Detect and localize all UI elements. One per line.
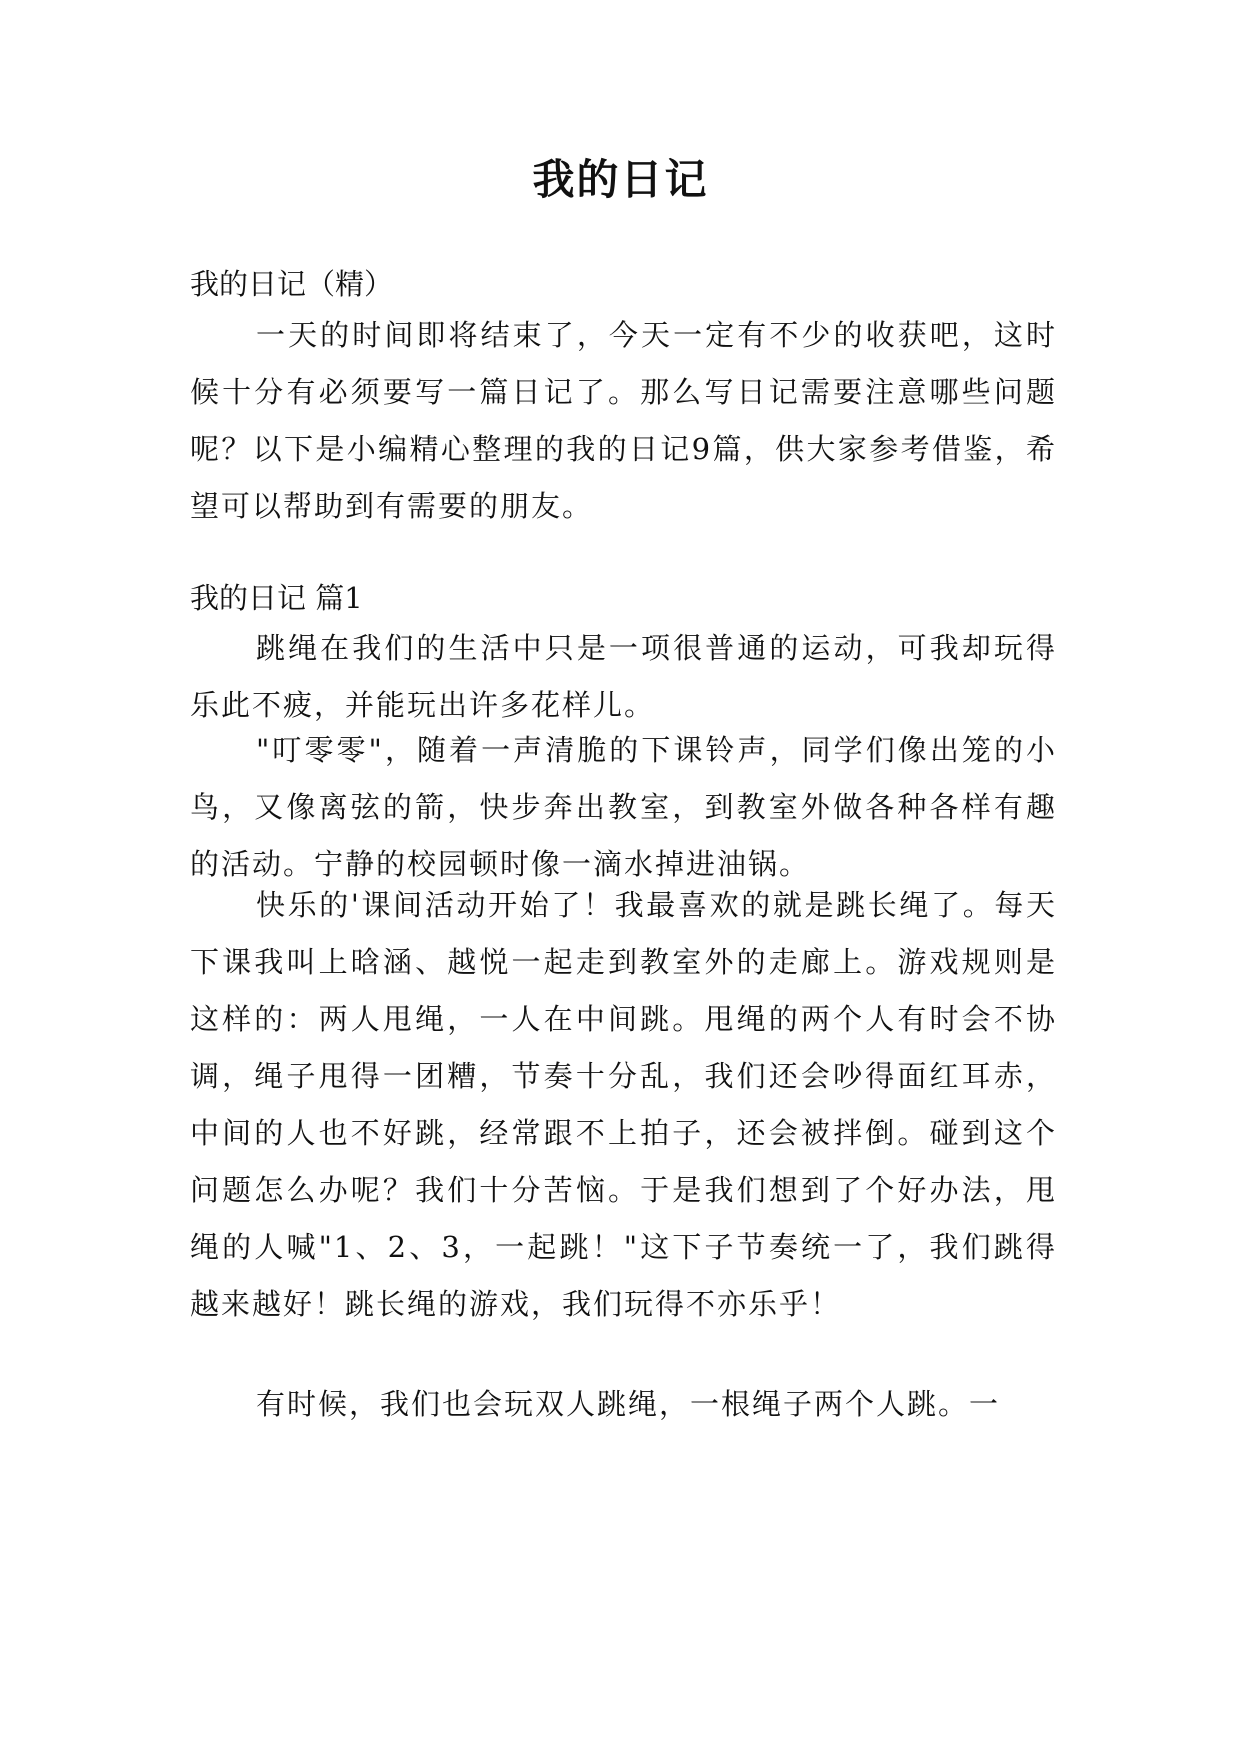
- body-paragraph: 有时候，我们也会玩双人跳绳，一根绳子两个人跳。一: [256, 1387, 1001, 1421]
- document-title: 我的日记: [532, 155, 709, 204]
- body-paragraph: 快乐的'课间活动开始了！我最喜欢的就是跳长绳了。每天下课我叫上晗涵、越悦一起走到教室外的走廊上。游戏规则是这样的：两人甩绳，一人在中间跳。甩绳的两个人有时会不协调，绳子甩得一团糟，节奏十分乱，我们还会吵得面红耳赤，中间的人也不好跳，经常跟不上拍子，还会被拌倒。碰到这个问题怎么办呢？我们十分苦恼。于是我们想到了个好办法，甩绳的人喊"1、2、3，一起跳！"这下子节奏统一了，我们跳得越来越好！跳长绳的游戏，我们玩得不亦乐乎！: [190, 888, 1057, 1321]
- section-heading: 我的日记 篇1: [190, 581, 363, 615]
- body-paragraph: "叮零零"，随着一声清脆的下课铃声，同学们像出笼的小鸟，又像离弦的箭，快步奔出教室，到教室外做各种各样有趣的活动。宁静的校园顿时像一滴水掉进油锅。: [190, 733, 1057, 881]
- intro-heading: 我的日记（精）: [190, 267, 394, 301]
- intro-paragraph: 一天的时间即将结束了，今天一定有不少的收获吧，这时候十分有必须要写一篇日记了。那么写日记需要注意哪些问题呢？以下是小编精心整理的我的日记9篇，供大家参考借鉴，希望可以帮助到有需要的朋友。: [190, 318, 1057, 523]
- body-paragraph: 跳绳在我们的生活中只是一项很普通的运动，可我却玩得乐此不疲，并能玩出许多花样儿。: [190, 631, 1057, 722]
